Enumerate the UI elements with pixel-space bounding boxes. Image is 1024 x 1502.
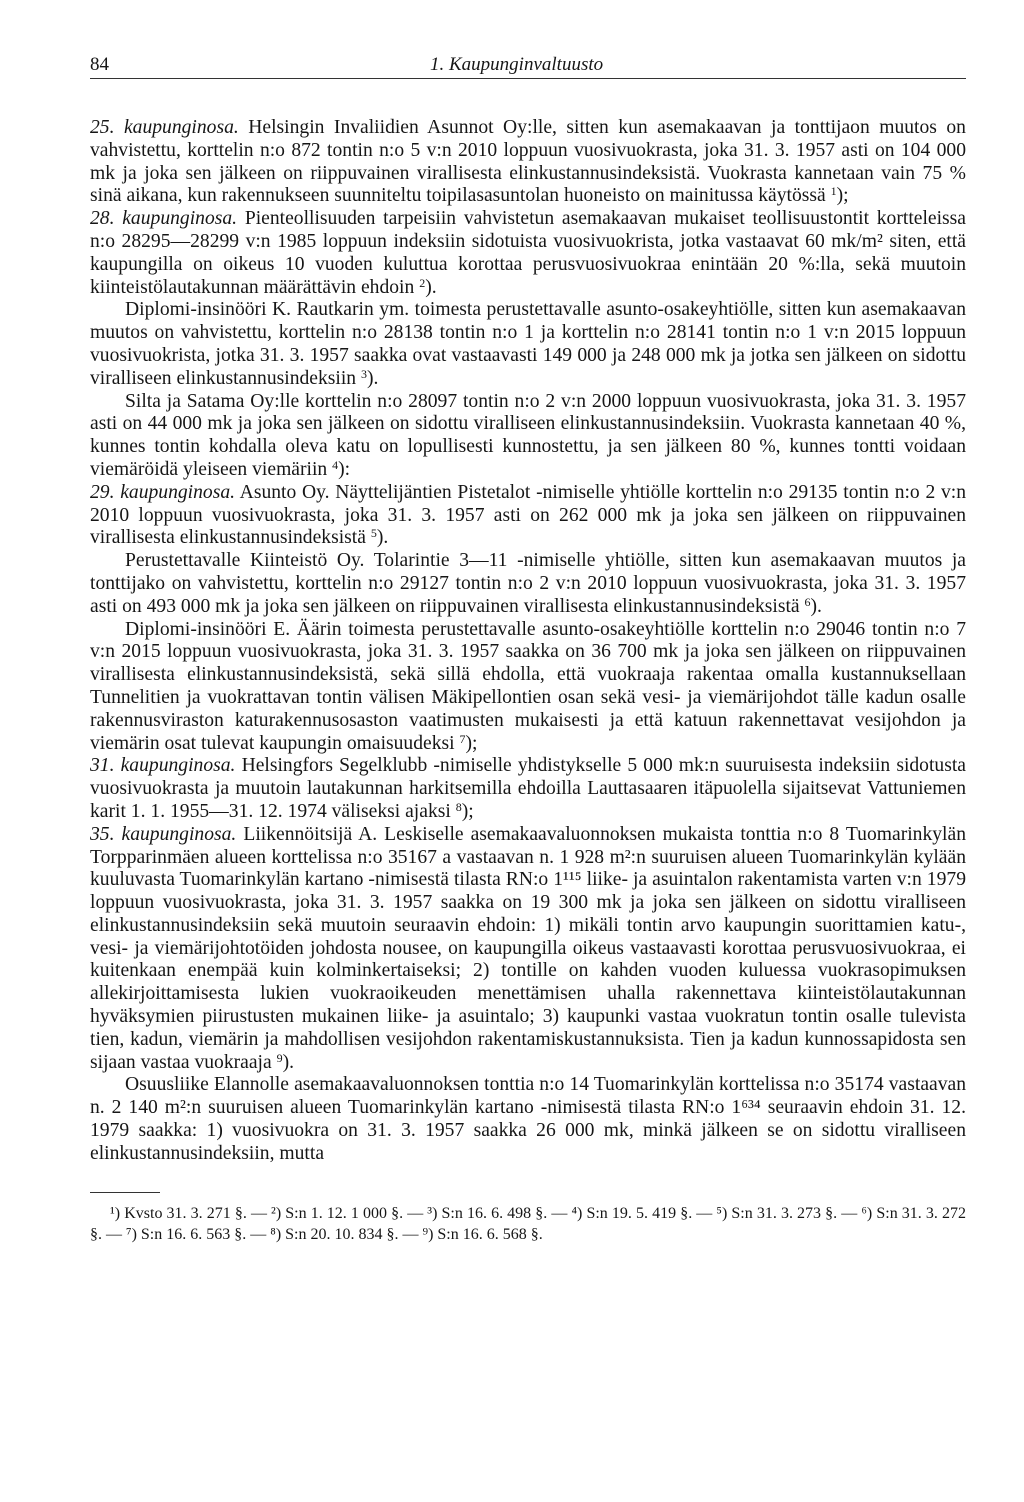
paragraph-tail: ). (376, 527, 389, 549)
footnote-ref: 3 (361, 366, 368, 381)
paragraph-tail: ). (367, 367, 379, 389)
section-heading: 28. kaupunginosa. (90, 208, 238, 230)
paragraph-text: Diplomi-insinööri E. Äärin toimesta perustettavalle asunto-osakeyhtiölle korttelin n:o 29046 tontin n:o 7 v:n 2015 loppuun vuosivuokrasta, joka 31. 3. 1957 saakka on 36 700 mk ja joka sen jälkeen on riippuvainen virallisesta elinkustannusindeksistä, sekä sillä ehdolla, että vuokraaja rakentaa omalla kustannuksellaan Tunnelitien ja vuokrattavan tontin välisen Mäkipellontien osan sekä vesi- ja viemärijohdot tälle kadun osalle rakennusviraston katurakennusosaston vaatimusten mukaisesti ja että katuun rakennettavat vesijohdon ja viemärin osat tulevat kaupungin omaisuudeksi (90, 618, 966, 754)
footnote-ref: 9 (276, 1050, 283, 1065)
section-heading: 35. kaupunginosa. (90, 823, 237, 845)
paragraph-tail: ). (425, 276, 437, 298)
paragraph-tail: ); (836, 185, 849, 207)
paragraph-text: Diplomi-insinööri K. Rautkarin ym. toimesta perustettavalle asunto-osakeyhtiölle, sitten kun asemakaavan muutos on vahvistettu, korttelin n:o 28138 tontin n:o 1 ja korttelin n:o 28141 tontin n:o 1 v:n 2015 loppuun vuosivuokrista, jotka 31. 3. 1957 saakka ovat vastaavasti 149 000 ja 248 000 mk ja jotka sen jälkeen on sidottu viralliseen elinkustannusindeksiin (90, 299, 966, 389)
paragraph-text: Helsingin Invaliidien Asunnot Oy:lle, sitten kun asemakaavan ja tonttijaon muutos on vahvistettu, korttelin n:o 872 tontin n:o 5 v:n 2010 loppuun vuosivuokrasta, joka 31. 3. 1957 asti on 104 000 mk ja joka sen jälkeen on riippuvainen virallisesta elinkustannusindeksistä. Vuokrasta kannetaan vain 75 % sinä aikana, kun rakennukseen suunniteltu toipilasasuntolan huoneisto on mainitussa käytössä (90, 117, 966, 207)
paragraph (90, 619, 966, 756)
footnote-ref: 4 (332, 457, 339, 472)
footnote-ref: 2 (419, 275, 426, 290)
paragraph (90, 391, 966, 482)
footnotes (90, 1203, 966, 1245)
footnote-ref: 7 (459, 731, 466, 746)
footnote-divider (90, 1192, 160, 1193)
paragraph-tail: ). (282, 1051, 295, 1073)
paragraph (90, 1074, 966, 1165)
paragraph (90, 299, 966, 390)
paragraph-text: Perustettavalle Kiinteistö Oy. Tolarintie 3—11 -nimiselle yhtiölle, sitten kun asemakaavan muutos ja tonttijako on vahvistettu, korttelin n:o 29127 tontin n:o 2 v:n 2010 loppuun vuosivuokrasta, joka 31. 3. 1957 asti on 493 000 mk ja joka sen jälkeen on riippuvainen virallisesta elinkustannusindeksistä (90, 550, 966, 617)
page-number: 84 (90, 54, 109, 75)
paragraph-text: Pienteollisuuden tarpeisiin vahvistetun asemakaavan mukaiset teollisuustontit kortteleissa n:o 28295—28299 v:n 1985 loppuun indeksiin sidotuista vuosivuokrista, jotka vastaavat 60 mk/m² siten, että kaupungilla on oikeus 10 vuoden kuluttua korottaa perusvuosivuokraa enintään 20 %:lla, sekä muutoin kiinteistölautakunnan määrättävin ehdoin (90, 208, 966, 298)
footnote-ref: 5 (370, 526, 377, 541)
paragraph-text: Helsingfors Segelklubb -nimiselle yhdistykselle 5 000 mk:n suuruisesta indeksiin sidotusta vuosivuokrasta ja muutoin lautakunnan harkitsemilla ehdoilla Lauttasaaren itäpuolella sijaitsevat Vattuniemen karit 1. 1. 1955—31. 12. 1974 väliseksi ajaksi (90, 755, 966, 822)
section-heading: 31. kaupunginosa. (90, 755, 236, 777)
paragraph-tail: ); (465, 732, 478, 754)
document-page (90, 48, 966, 1245)
paragraph-text: Osuusliike Elannolle asemakaavaluonnoksen tonttia n:o 14 Tuomarinkylän korttelissa n:o 35174 vastaavan n. 2 140 m²:n suuruisen alueen Tuomarinkylän kartano -nimisestä tilasta RN:o 1⁶³⁴ seuraavin ehdoin 31. 12. 1979 saakka: 1) vuosivuokra on 31. 3. 1957 saakka 26 000 mk, minkä jälkeen se on sidottu viralliseen elinkustannusindeksiin, mutta (90, 1074, 966, 1164)
paragraph (90, 482, 966, 550)
paragraph (90, 824, 966, 1075)
paragraph-tail: ): (338, 458, 351, 480)
paragraph-tail: ); (461, 800, 474, 822)
paragraph (90, 117, 966, 208)
footnote-ref: 8 (455, 799, 462, 814)
paragraph (90, 208, 966, 299)
paragraph (90, 550, 966, 618)
paragraph-text: Silta ja Satama Oy:lle korttelin n:o 28097 tontin n:o 2 v:n 2000 loppuun vuosivuokrasta, joka 31. 3. 1957 asti on 44 000 mk ja joka sen jälkeen on sidottu viralliseen elinkustannusindeksiin. Vuokrasta kannetaan 40 %, kunnes tontin kohdalla oleva katu on lopullisesti kunnostettu, ja sen jälkeen 80 %, kunnes tontti voidaan viemäröidä yleiseen viemäriin (90, 390, 966, 480)
paragraph-text: Liikennöitsijä A. Leskiselle asemakaavaluonnoksen mukaista tonttia n:o 8 Tuomarinkylän Torpparinmäen alueen korttelissa n:o 35167 a vastaavan n. 1 928 m²:n suuruisen alueen Tuomarinkylän kylään kuuluvasta Tuomarinkylän kartano -nimisestä tilasta RN:o 1¹¹⁵ liike- ja asuintalon rakentamista varten v:n 1979 loppuun vuosivuokrasta, joka 31. 3. 1957 saakka on 19 300 mk ja joka sen jälkeen on sidottu viralliseen elinkustannusindeksiin sekä muutoin seuraavin ehdoin: 1) mikäli tontin arvo kaupungin suorittamien katu-, vesi- ja viemärijohtotöiden johdosta nousee, on kaupungilla oikeus vastaavasti korottaa perusvuosivuokraa, ei kuitenkaan enempää kuin kolminkertaiseksi; 2) tontille on kahden vuoden kuluessa vuokrasopimuksen allekirjoittamisesta lukien vuokraoikeuden menettämisen uhalla rakennettava kiinteistölautakunnan hyväksymien piirustusten mukainen liike- ja asuintalo; 3) kaupunki vastaa vuokratun tontin osalle tulevista tien, kadun, viemärin ja mahdollisen vesijohdon rakentamiskustannuksista. Tien ja kadun kunnossapidosta sen sijaan vastaa vuokraaja (90, 823, 966, 1073)
chapter-title: 1. Kaupunginvaltuusto (430, 54, 604, 75)
paragraph (90, 755, 966, 823)
footnote-ref: 6 (804, 594, 811, 609)
footnote-text: ¹) Kvsto 31. 3. 271 §. — ²) S:n 1. 12. 1 000 §. — ³) S:n 16. 6. 498 §. — ⁴) S:n 19. 5. 419 §. — ⁵) S:n 31. 3. 273 §. — ⁶) S:n 31. 3. 272 §. — ⁷) S:n 16. 6. 563 §. — ⁸) S:n 20. 10. 834 §. — ⁹) S:n 16. 6. 568 §. (90, 1204, 966, 1243)
paragraph-text: Asunto Oy. Näyttelijäntien Pistetalot -nimiselle yhtiölle korttelin n:o 29135 tontin n:o 2 v:n 2010 loppuun vuosivuokrasta, joka 31. 3. 1957 asti on 262 000 mk ja joka sen jälkeen on riippuvainen virallisesta elinkustannusindeksistä (90, 481, 966, 549)
body-text (90, 117, 966, 1166)
section-heading: 25. kaupunginosa. (90, 117, 239, 138)
footnote-ref: 1 (830, 184, 837, 199)
section-heading: 29. kaupunginosa. (90, 481, 236, 503)
paragraph-tail: ). (810, 595, 822, 617)
running-header (90, 48, 966, 79)
